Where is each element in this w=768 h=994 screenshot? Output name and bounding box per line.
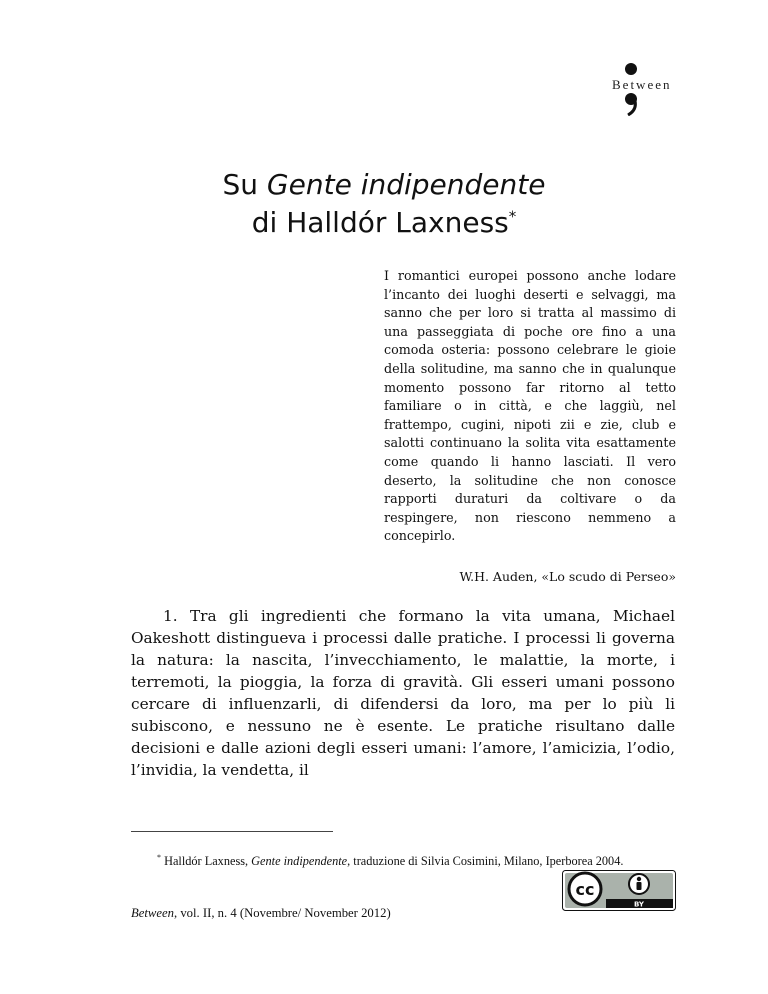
cc-by-license-badge[interactable] bbox=[562, 870, 676, 911]
journal-logo bbox=[610, 60, 680, 116]
footnote-rest: , traduzione di Silvia Cosimini, Milano, Iperborea 2004. bbox=[347, 854, 624, 869]
footnote-mark: * bbox=[157, 853, 161, 862]
page-footer bbox=[131, 906, 391, 921]
footnote-book: Gente indipendente bbox=[251, 854, 348, 869]
creative-commons-icon bbox=[569, 873, 601, 905]
article-title bbox=[0, 166, 768, 204]
title-footnote-mark: * bbox=[508, 207, 517, 226]
epigraph-text: I romantici europei possono anche lodare l’incanto dei luoghi deserti e selvaggi, ma sanno che per loro si tratta al massimo di una passeggiata di poche ore fino a una comoda osteria: possono celebrare le gioie della solitudine, ma sanno che in qualunque momento possono far ritorno al tetto familiare o in città, e che laggiù, nel frattempo, cugini, nipoti zii e zie, club e salotti continuano la solita vita esattamente come quando li hanno lasciati. Il vero deserto, la solitudine che non conosce rapporti duraturi da coltivare o da respingere, non riescono nemmeno a concepirlo. bbox=[384, 268, 676, 544]
title-author: di Halldór Laxness bbox=[251, 206, 509, 239]
title-prefix: Su bbox=[222, 168, 267, 201]
body-text bbox=[131, 605, 675, 781]
paragraph: 1. Tra gli ingredienti che formano la vita umana, Michael Oakeshott distingueva i processi dalle pratiche. I processi li governa la natura: la nascita, l’invecchiamento, le malattie, la morte, i terremoti, la pioggia, la forza di gravità. Gli esseri umani possono cercare di influenzarli, di difendersi da loro, ma per lo più li subiscono, e nessuno ne è esente. Le pratiche risultano dalle decisioni e dalle azioni degli esseri umani: l’amore, l’amicizia, l’odio, l’invidia, la vendetta, il bbox=[131, 607, 675, 779]
cc-label: cc bbox=[575, 880, 595, 899]
footnote-divider bbox=[131, 831, 333, 832]
footnote-author: Halldór Laxness, bbox=[164, 854, 252, 869]
epigraph bbox=[384, 267, 676, 546]
article-subtitle bbox=[0, 204, 768, 242]
title-book: Gente indipendente bbox=[266, 168, 546, 201]
by-label: BY bbox=[633, 900, 645, 909]
footer-citation: , vol. II, n. 4 (Novembre/ November 2012) bbox=[173, 906, 391, 920]
epigraph-attribution: W.H. Auden, «Lo scudo di Perseo» bbox=[459, 569, 676, 584]
footer-journal: Between bbox=[131, 906, 174, 920]
logo-text: Between bbox=[612, 77, 672, 92]
attribution-person-icon bbox=[629, 874, 649, 894]
